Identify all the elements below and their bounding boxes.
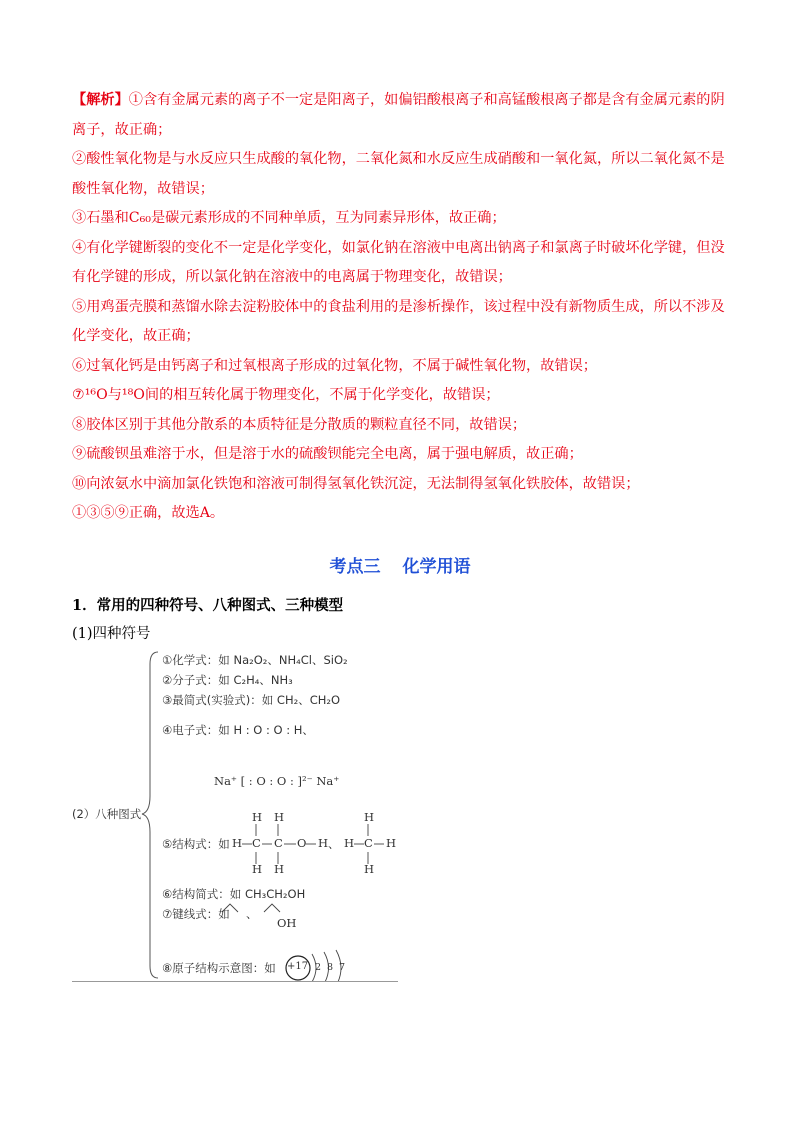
item-chemical-formula: ①化学式：如 Na₂O₂、NH₄Cl、SiO₂ [162,653,348,667]
item-molecular-formula: ②分子式：如 C₂H₄、NH₃ [162,673,293,687]
analysis-line-10: ⑥过氧化钙是由钙离子和过氧根离子形成的过氧化物，不属于碱性氧化物，故错误； [72,357,597,374]
atom-h: H [274,862,285,876]
item-structural-formula: ⑤结构式：如 [162,837,230,851]
atom-h: H [318,836,329,850]
skeletal-oh: OH [277,916,297,930]
brace [142,652,158,978]
analysis-line-3: ②酸性氧化物是与水反应只生成酸的氧化物，二氧化氮和水反应生成硝酸和一氧化氮，所以二氧化氮不是 [72,151,725,167]
shell-count-3: 7 [339,962,346,973]
analysis-line-7: 有化学键的形成，所以氯化钠在溶液中的电离属于物理变化，故错误； [72,269,512,285]
analysis-line-14: ⑩向浓氨水中滴加氯化铁饱和溶液可制得氢氧化铁沉淀，无法制得氢氧化铁胶体，故错误； [72,475,640,492]
separator: 、 [246,907,258,921]
section-title-text: 化学用语 [402,557,471,577]
analysis-line-1: 【解析】①含有金属元素的离子不一定是阳离子，如偏铝酸根离子和高锰酸根离子都是含有金属元素的阴 [72,92,725,108]
figure-group-label: (2）八种图式 [72,807,142,821]
analysis-line-4: 酸性氧化物，故错误； [72,180,214,197]
atom-h: H [344,836,355,850]
atom-c: C [252,836,261,850]
item-structural-simple: ⑥结构简式：如 CH₃CH₂OH [162,887,306,901]
analysis-line-15: ①③⑤⑨正确，故选A。 [72,505,225,521]
figure-bottom-rule [72,981,398,982]
analysis-line-9: 化学变化，故正确； [72,328,200,344]
analysis-line-13: ⑨硫酸钡虽难溶于水，但是溶于水的硫酸钡能完全电离，属于强电解质，故正确； [72,446,583,462]
atom-h: H [252,862,263,876]
shell-count-2: 8 [327,962,334,973]
shell-count-1: 2 [315,962,322,973]
atom-h: H [274,810,285,824]
atom-h: H [364,862,375,876]
analysis-line-5: ③石墨和C₆₀是碳元素形成的不同种单质，互为同素异形体，故正确； [72,210,506,226]
item-skeletal: ⑦键线式：如 [162,907,230,921]
item-electron-formula: ④电子式：如 H : O : O : H、 [162,723,314,737]
atom-h: H [386,836,397,850]
item-electron-formula-na2o2: Na⁺ [ : O : O : ]²⁻ Na⁺ [214,774,340,788]
skeletal-ethanol [264,904,280,912]
analysis-line-2: 离子，故正确； [72,121,172,138]
item-atom-structure: ⑧原子结构示意图：如 [162,961,276,975]
section-title [0,552,800,577]
analysis-line-8: ⑤用鸡蛋壳膜和蒸馏水除去淀粉胶体中的食盐利用的是渗析操作，该过程中没有新物质生成，所以不涉及 [72,298,725,315]
atom-c: C [274,836,283,850]
section-title-number: 考点三 [329,557,381,577]
analysis-tag: 【解析】 [72,92,129,108]
ethanol-bonds [242,824,384,864]
heading-1: 1．常用的四种符号、八种图式、三种模型 [72,597,344,614]
separator: 、 [328,837,340,851]
heading-2: (1)四种符号 [72,626,151,642]
atom-h: H [232,836,243,850]
formula-figure [72,646,402,982]
analysis-line-6: ④有化学键断裂的变化不一定是化学变化，如氯化钠在溶液中电离出钠离子和氯离子时破坏化学键，但没 [72,239,725,256]
nucleus-charge: +17 [287,961,309,972]
analysis-line-11: ⑦¹⁶O与¹⁸O间的相互转化属于物理变化，不属于化学变化，故错误； [72,387,500,403]
atom-h: H [364,810,375,824]
analysis-block [72,86,732,529]
atom-h: H [252,810,263,824]
atom-c: C [364,836,373,850]
analysis-line-12: ⑧胶体区别于其他分散系的本质特征是分散质的颗粒直径不同，故错误； [72,416,527,433]
item-empirical-formula: ③最简式(实验式)：如 CH₂、CH₂O [162,693,341,707]
atom-o: O [297,836,307,850]
